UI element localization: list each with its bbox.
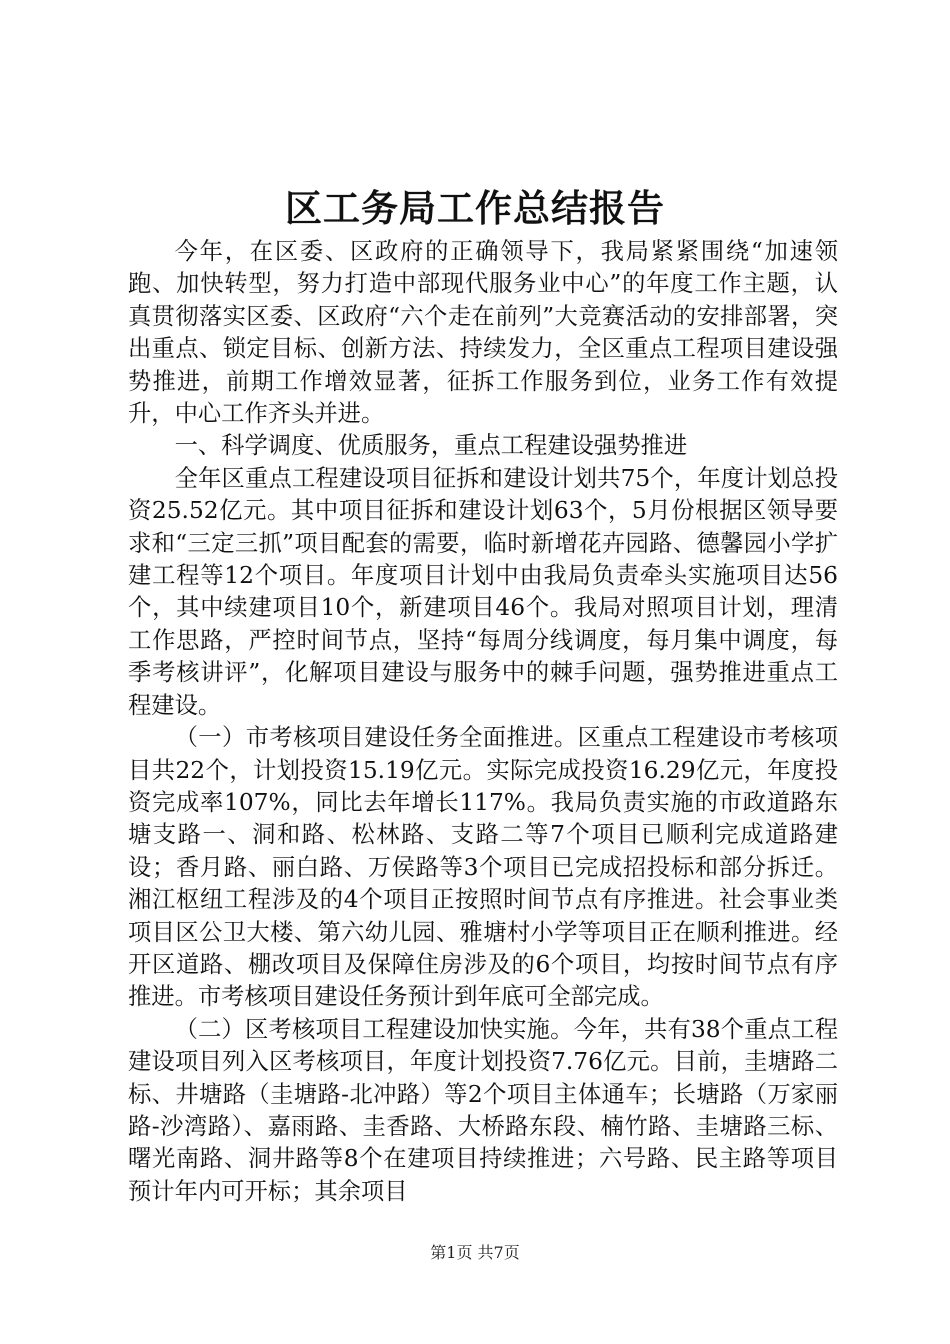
paragraph-intro: 今年，在区委、区政府的正确领导下，我局紧紧围绕“加速领跑、加快转型，努力打造中部现代服务业中心”的年度工作主题，认真贯彻落实区委、区政府“六个走在前列”大竞赛活动的安排部署，突出重点、锁定目标、创新方法、持续发力，全区重点工程项目建设强势推进，前期工作增效显著，征拆工作服务到位，业务工作有效提升，中心工作齐头并进。 [128, 238, 838, 428]
paragraph-overview: 全年区重点工程建设项目征拆和建设计划共75个，年度计划总投资25.52亿元。其中项目征拆和建设计划63个，5月份根据区领导要求和“三定三抓”项目配套的需要，临时新增花卉园路、德馨园小学扩建工程等12个项目。年度项目计划中由我局负责牵头实施项目达56个，其中续建项目10个，新建项目46个。我局对照项目计划，理清工作思路，严控时间节点，坚持“每周分线调度，每月集中调度，每季考核讲评”，化解项目建设与服务中的棘手问题，强势推进重点工程建设。 [128, 464, 838, 719]
page-footer: 第1页 共7页 [430, 1243, 520, 1262]
section-heading: 一、科学调度、优质服务，重点工程建设强势推进 [174, 432, 688, 460]
document-title: 区工务局工作总结报告 [285, 186, 665, 230]
document-body [128, 236, 838, 1208]
paragraph-district-projects: （二）区考核项目工程建设加快实施。今年，共有38个重点工程建设项目列入区考核项目，年度计划投资7.76亿元。目前，圭塘路二标、井塘路（圭塘路-北冲路）等2个项目主体通车；长塘路（万家丽路-沙湾路）、嘉雨路、圭香路、大桥路东段、楠竹路、圭塘路三标、曙光南路、洞井路等8个在建项目持续推进；六号路、民主路等项目预计年内可开标；其余项目 [128, 1015, 838, 1205]
paragraph-city-projects: （一）市考核项目建设任务全面推进。区重点工程建设市考核项目共22个，计划投资15.19亿元。实际完成投资16.29亿元，年度投资完成率107%，同比去年增长117%。我局负责实施的市政道路东塘支路一、洞和路、松林路、支路二等7个项目已顺利完成道路建设；香月路、丽白路、万侯路等3个项目已完成招投标和部分拆迁。湘江枢纽工程涉及的4个项目正按照时间节点有序推进。社会事业类项目区公卫大楼、第六幼儿园、雅塘村小学等项目正在顺利推进。经开区道路、棚改项目及保障住房涉及的6个项目，均按时间节点有序推进。市考核项目建设任务预计到年底可全部完成。 [128, 724, 838, 1011]
